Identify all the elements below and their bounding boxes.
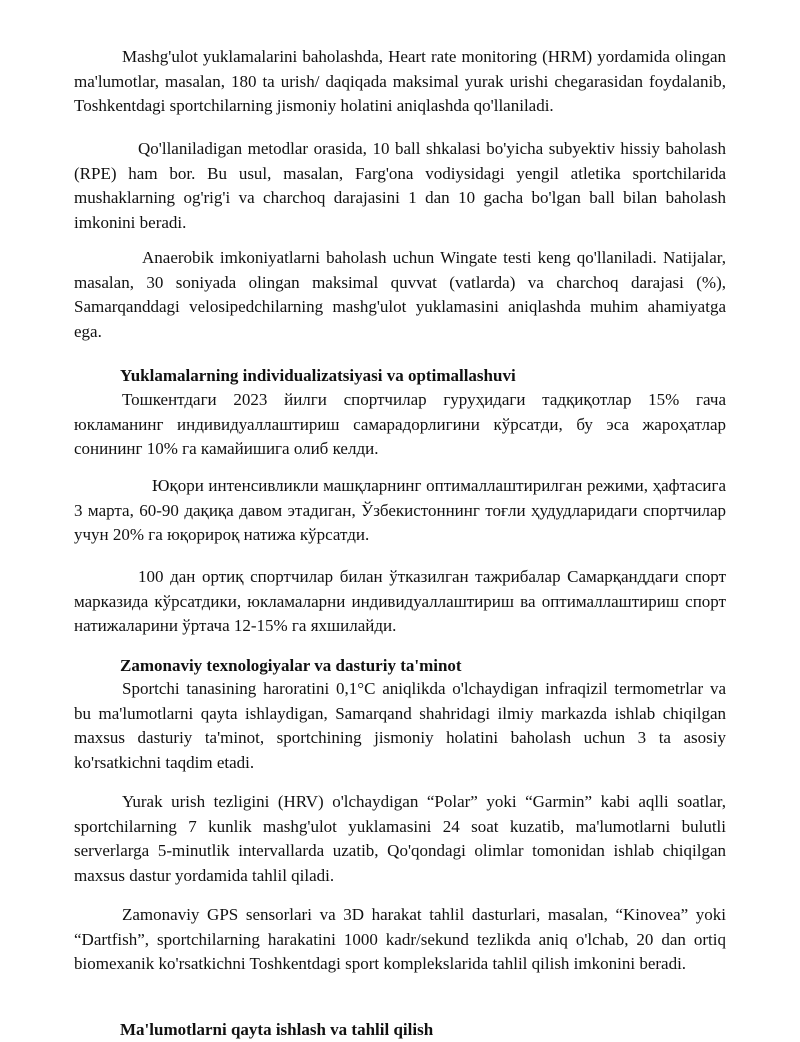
paragraph-tashkent-study: Тошкентдаги 2023 йилги спортчилар гуруҳидаги тадқиқотлар 15% гача юкламанинг индивидуаллаштириш самарадорлигини кўрсатди, бу эса жароҳатлар сонининг 10% га камайишига олиб келди. [74, 390, 726, 458]
paragraph-samarkand-experiments: 100 дан ортиқ спортчилар билан ўтказилган тажрибалар Самарқанддаги спорт марказида кўрсатдики, юкламаларни индивидуаллаштириш ва оптималлаштириш спорт натижаларини ўртача 12-15% га яхшилайди. [74, 567, 726, 635]
paragraph-rpe: Qo'llaniladigan metodlar orasida, 10 ball shkalasi bo'yicha subyektiv hissiy baholash (RPE) ham bor. Bu usul, masalan, Farg'ona vodiysidagi yengil atletika sportchilarida mushaklarning og'rig'i va charchoq darajasini 1 dan 10 gacha bo'lgan ball bilan baholash imkonini beradi. [74, 139, 726, 232]
section-heading-individualization: Yuklamalarning individualizatsiyasi va optimallashuvi [120, 366, 516, 385]
section-heading-data-processing: Ma'lumotlarni qayta ishlash va tahlil qilish [120, 1020, 434, 1039]
section-heading-technologies: Zamonaviy texnologiyalar va dasturiy ta'minot [120, 656, 462, 675]
paragraph-high-intensity: Юқори интенсивликли машқларнинг оптималлаштирилган режими, ҳафтасига 3 марта, 60-90 дақиқа давом этадиган, Ўзбекистоннинг тоғли ҳудудларидаги спортчилар учун 20% га юқорироқ натижа кўрсатди. [74, 476, 726, 544]
paragraph-gps-sensors: Zamonaviy GPS sensorlari va 3D harakat tahlil dasturlari, masalan, “Kinovea” yoki “Dartfish”, sportchilarning harakatini 1000 kadr/sekund tezlikda aniq o'lchab, 20 dan ortiq biomexanik ko'rsatkichni Toshkentdagi sport komplekslarida tahlil qilish imkonini beradi. [74, 905, 726, 973]
paragraph-hrm: Mashg'ulot yuklamalarini baholashda, Heart rate monitoring (HRM) yordamida olingan ma'lumotlar, masalan, 180 ta urish/ daqiqada maksimal yurak urishi chegarasidan foydalanib, Toshkentdagi sportchilarning jismoniy holatini aniqlashda qo'llaniladi. [74, 47, 726, 115]
paragraph-wingate: Anaerobik imkoniyatlarni baholash uchun Wingate testi keng qo'llaniladi. Natijalar, masalan, 30 soniyada olingan maksimal quvvat (vatlarda) va charchoq darajasi (%), Samarqanddagi velosipedchilarning mashg'ulot yuklamasini aniqlashda muhim ahamiyatga ega. [74, 248, 726, 341]
paragraph-thermometers: Sportchi tanasining haroratini 0,1°C aniqlikda o'lchaydigan infraqizil termometrlar va bu ma'lumotlarni qayta ishlaydigan, Samarqand shahridagi ilmiy markazda ishlab chiqilgan maxsus dasturiy ta'minot, sportchining jismoniy holatini baholash uchun 3 ta asosiy ko'rsatkichni taqdim etadi. [74, 679, 726, 772]
paragraph-smart-watches: Yurak urish tezligini (HRV) o'lchaydigan “Polar” yoki “Garmin” kabi aqlli soatlar, sportchilarning 7 kunlik mashg'ulot yuklamasini 24 soat kuzatib, ma'lumotlarni bulutli serverlarga 5-minutlik intervallarda uzatib, Qo'qondagi olimlar tomonidan ishlab chiqilgan maxsus dastur yordamida tahlil qiladi. [74, 792, 726, 885]
